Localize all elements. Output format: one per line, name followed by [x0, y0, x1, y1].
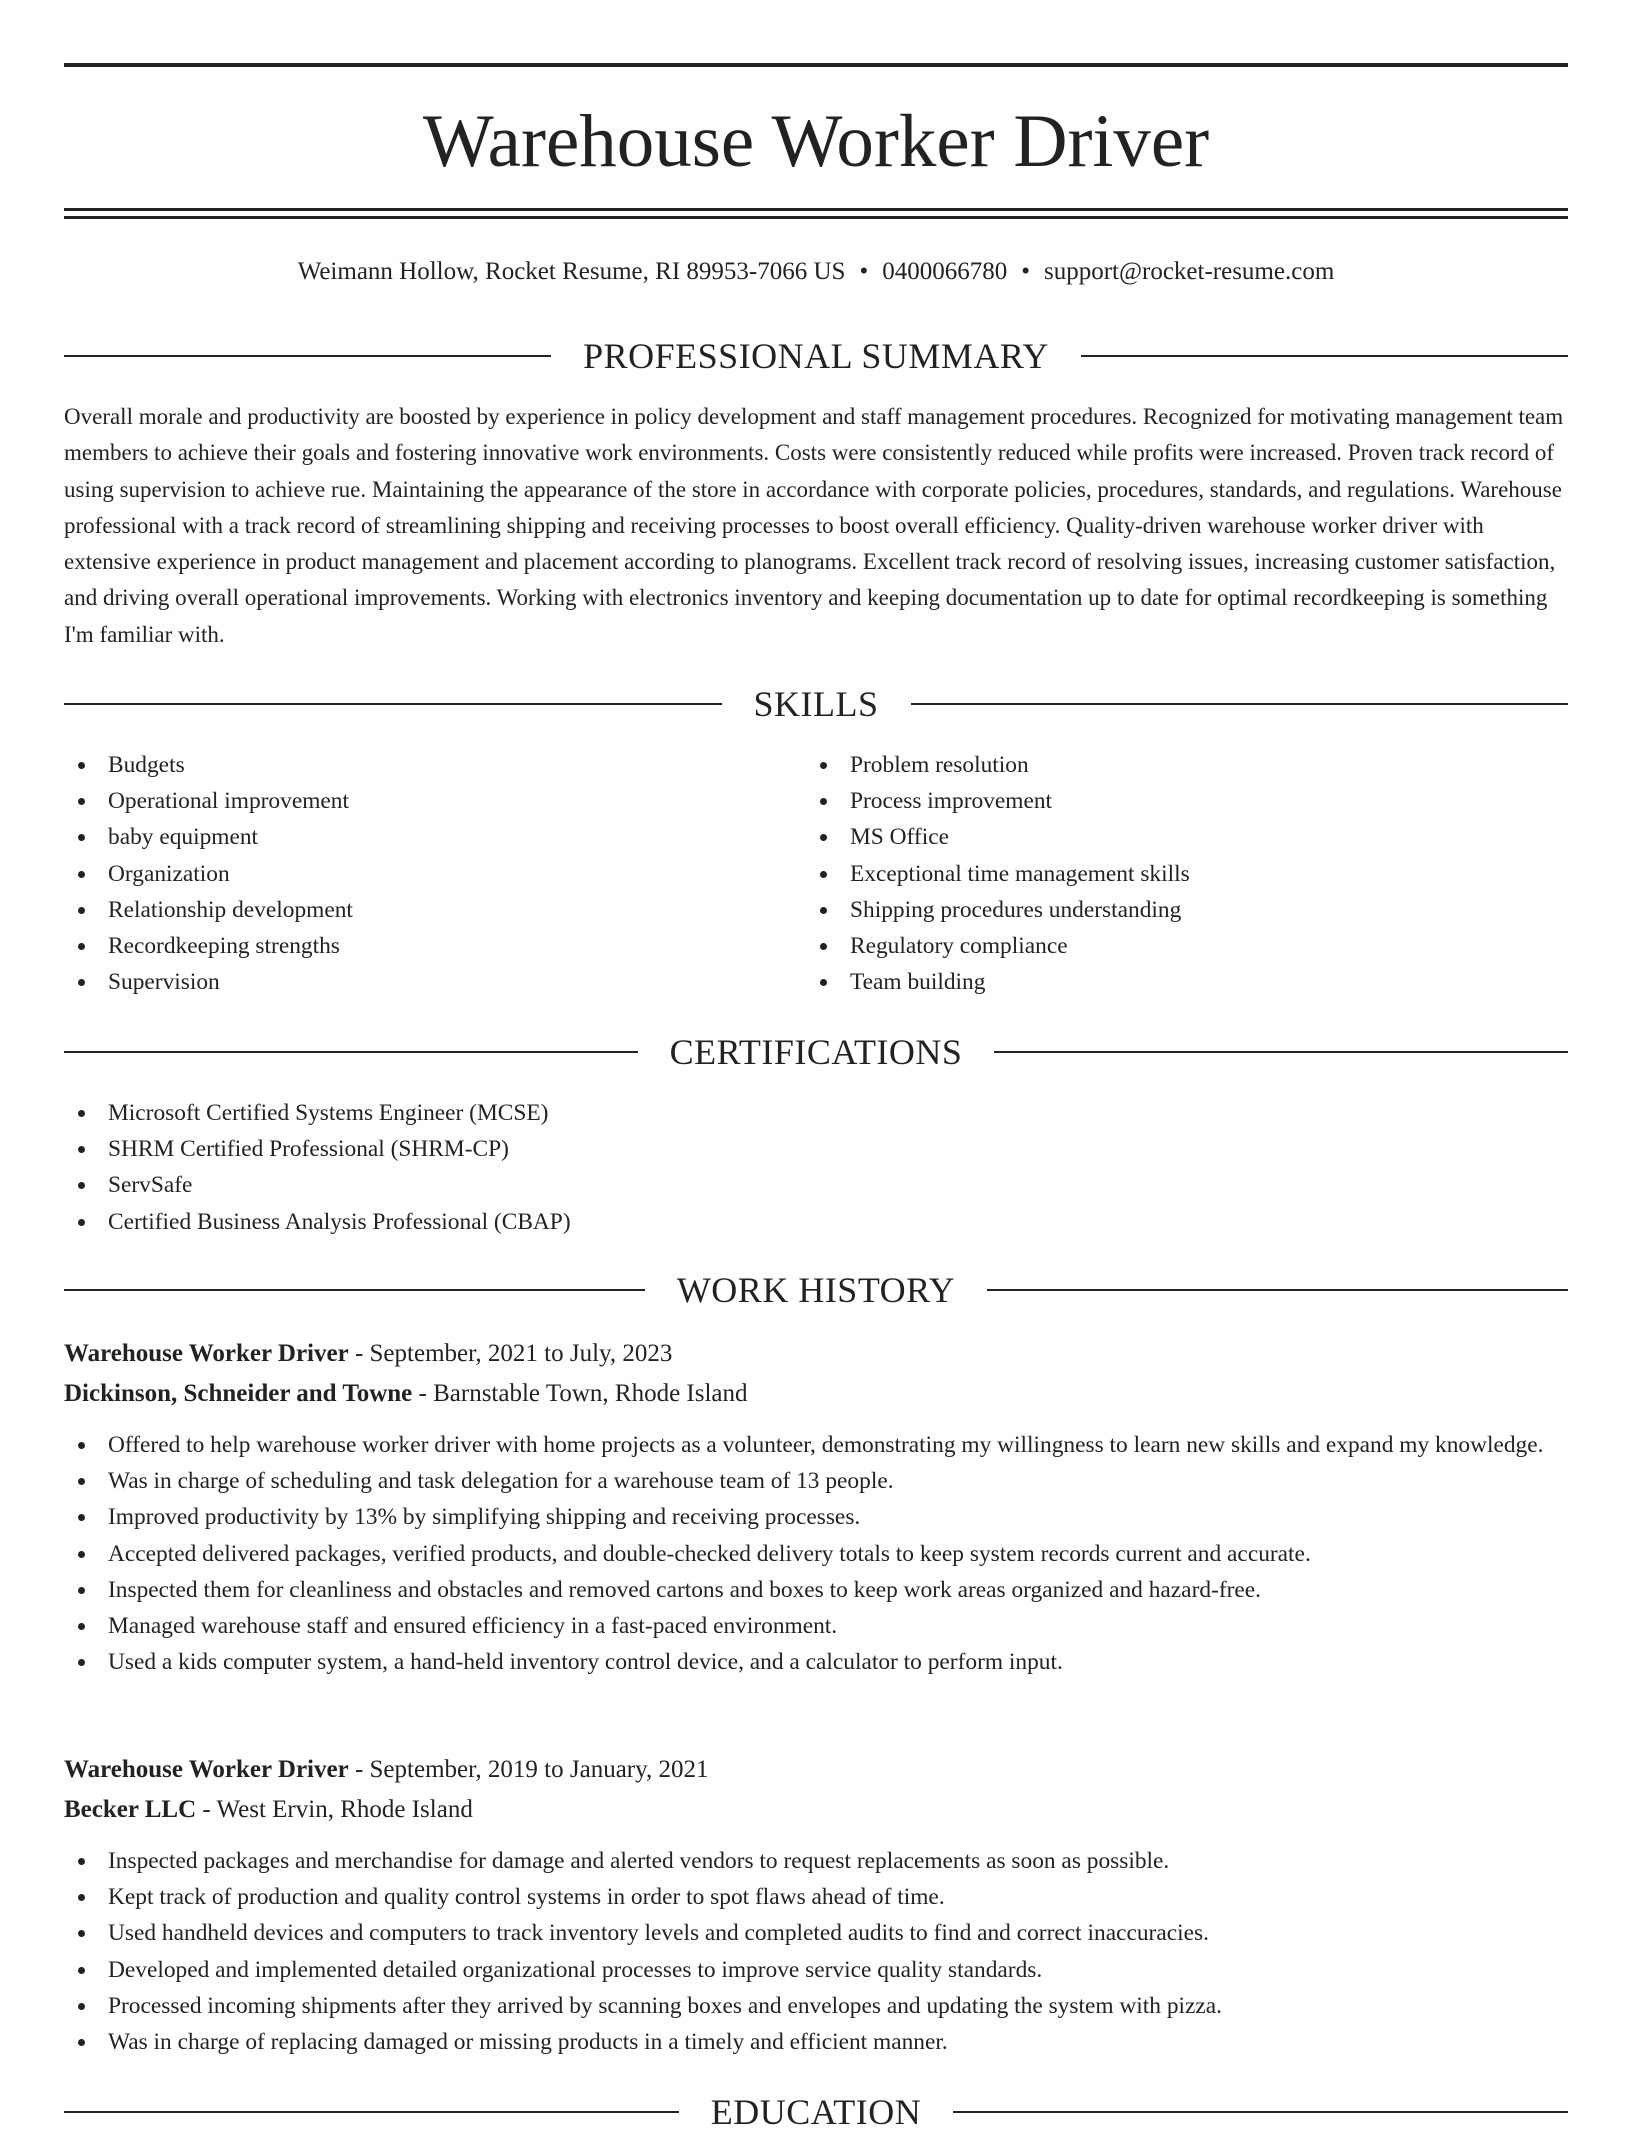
job-title-line: [64, 1334, 672, 1374]
job-title: Warehouse Worker Driver: [64, 1340, 349, 1367]
skill-item: Process improvement: [806, 783, 1566, 819]
job-dates: - September, 2019 to January, 2021: [348, 1756, 709, 1783]
skill-item: Recordkeeping strengths: [64, 928, 804, 964]
job-company: Becker LLC: [64, 1796, 197, 1823]
skill-item: Shipping procedures understanding: [806, 892, 1566, 928]
header-bottom-rule-second: [64, 216, 1568, 219]
section-title: CERTIFICATIONS: [669, 1032, 963, 1072]
section-title: SKILLS: [753, 684, 879, 724]
job-location: - Barnstable Town, Rhode Island: [412, 1380, 748, 1407]
skill-item: Exceptional time management skills: [806, 856, 1566, 892]
contact-separator: •: [859, 258, 869, 285]
job-bullet: Improved productivity by 13% by simplifying shipping and receiving processes.: [64, 1499, 1568, 1535]
summary-paragraph: Overall morale and productivity are boosted by experience in policy development and staff management procedures. Recognized for motivating management team members to achieve their goals and fostering innovative work environments. Costs were consistently reduced while profits were increased. Proven track record of using supervision to achieve rue. Maintaining the appearance of the store in accordance with corporate policies, procedures, standards, and regulations. Warehouse professional with a track record of streamlining shipping and receiving processes to boost overall efficiency. Quality-driven warehouse worker driver with extensive experience in product management and placement according to planograms. Excellent track record of resolving issues, increasing customer satisfaction, and driving overall operational improvements. Working with electronics inventory and keeping documentation up to date for optimal recordkeeping is something I'm familiar with.: [64, 404, 1564, 647]
skills-list-right: [806, 747, 1566, 1000]
certification-item: ServSafe: [64, 1167, 1568, 1203]
skill-item: Operational improvement: [64, 783, 804, 819]
skill-item: MS Office: [806, 819, 1566, 855]
job-bullet: Used handheld devices and computers to track inventory levels and completed audits to find and correct inaccuracies.: [64, 1915, 1568, 1951]
heading-rule-right: [1081, 355, 1568, 357]
contact-email: support@rocket-resume.com: [1043, 258, 1335, 285]
heading-rule-left: [64, 703, 722, 705]
certification-item: Certified Business Analysis Professional (CBAP): [64, 1204, 1568, 1240]
section-title: EDUCATION: [710, 2092, 922, 2132]
heading-rule-right: [987, 1289, 1568, 1291]
skill-item: Team building: [806, 964, 1566, 1000]
job-bullets: [64, 1843, 1568, 2060]
skill-item: Relationship development: [64, 892, 804, 928]
skill-item: Budgets: [64, 747, 804, 783]
job-company: Dickinson, Schneider and Towne: [64, 1380, 413, 1407]
section-title: PROFESSIONAL SUMMARY: [583, 336, 1049, 376]
job-bullet: Accepted delivered packages, verified products, and double-checked delivery totals to keep system records current and accurate.: [64, 1536, 1568, 1572]
job-company-line: [64, 1790, 473, 1830]
heading-rule-left: [64, 355, 551, 357]
job-bullet: Inspected packages and merchandise for damage and alerted vendors to request replacements as soon as possible.: [64, 1843, 1568, 1879]
section-heading-work-history: [64, 1268, 1568, 1312]
heading-rule-right: [994, 1051, 1568, 1053]
heading-rule-left: [64, 1051, 638, 1053]
job-bullet: Was in charge of replacing damaged or missing products in a timely and efficient manner.: [64, 2024, 1568, 2060]
section-title: WORK HISTORY: [676, 1270, 956, 1310]
skill-item: Organization: [64, 856, 804, 892]
skill-item: Problem resolution: [806, 747, 1566, 783]
job-dates: - September, 2021 to July, 2023: [348, 1340, 673, 1367]
job-bullet: Used a kids computer system, a hand-held inventory control device, and a calculator to perform input.: [64, 1644, 1568, 1680]
heading-rule-right: [953, 2111, 1568, 2113]
certification-item: Microsoft Certified Systems Engineer (MCSE): [64, 1095, 1568, 1131]
resume-title: Warehouse Worker Driver: [422, 100, 1210, 183]
skill-item: Regulatory compliance: [806, 928, 1566, 964]
header-bottom-rule: [64, 208, 1568, 211]
job-bullet: Offered to help warehouse worker driver with home projects as a volunteer, demonstrating my willingness to learn new skills and expand my knowledge.: [64, 1427, 1568, 1463]
section-heading-education: [64, 2090, 1568, 2134]
job-company-line: [64, 1374, 748, 1414]
certification-item: SHRM Certified Professional (SHRM-CP): [64, 1131, 1568, 1167]
job-title-line: [64, 1750, 709, 1790]
skill-item: baby equipment: [64, 819, 804, 855]
skill-item: Supervision: [64, 964, 804, 1000]
certifications-list: [64, 1095, 1568, 1240]
section-heading-summary: [64, 334, 1568, 378]
job-bullet: Processed incoming shipments after they arrived by scanning boxes and envelopes and updating the system with pizza.: [64, 1988, 1568, 2024]
job-bullet: Managed warehouse staff and ensured efficiency in a fast-paced environment.: [64, 1608, 1568, 1644]
section-heading-skills: [64, 682, 1568, 726]
contact-phone: 0400066780: [882, 258, 1008, 285]
header-top-rule: [64, 63, 1568, 67]
job-location: - West Ervin, Rhode Island: [196, 1796, 473, 1823]
job-bullet: Kept track of production and quality control systems in order to spot flaws ahead of time.: [64, 1879, 1568, 1915]
contact-separator: •: [1021, 258, 1030, 285]
job-bullets: [64, 1427, 1568, 1680]
heading-rule-left: [64, 2111, 679, 2113]
job-bullet: Was in charge of scheduling and task delegation for a warehouse team of 13 people.: [64, 1463, 1568, 1499]
job-title: Warehouse Worker Driver: [64, 1756, 349, 1783]
job-bullet: Inspected them for cleanliness and obstacles and removed cartons and boxes to keep work areas organized and hazard-free.: [64, 1572, 1568, 1608]
skills-list-left: [64, 747, 804, 1000]
heading-rule-left: [64, 1289, 645, 1291]
contact-address: Weimann Hollow, Rocket Resume, RI 89953-7066 US: [297, 258, 846, 285]
heading-rule-right: [911, 703, 1569, 705]
job-bullet: Developed and implemented detailed organizational processes to improve service quality standards.: [64, 1952, 1568, 1988]
section-heading-certifications: [64, 1030, 1568, 1074]
contact-line: [64, 254, 1568, 290]
